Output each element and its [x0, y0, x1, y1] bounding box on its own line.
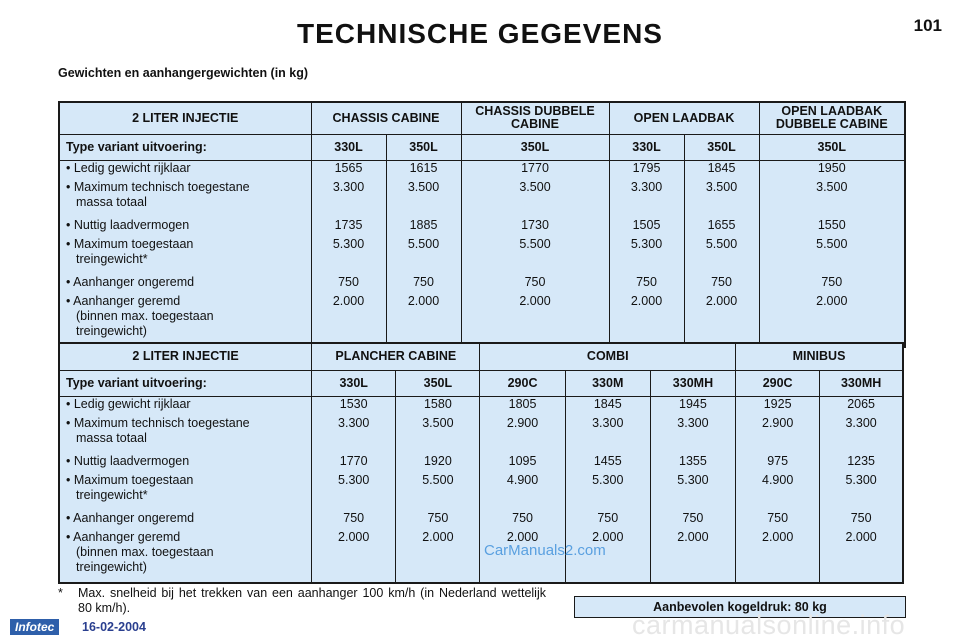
- table2-type: 350L: [396, 370, 480, 396]
- table-cell: 1655: [707, 217, 736, 232]
- row-label: • Aanhanger geremd: [66, 293, 181, 308]
- weights-table-1: [58, 101, 906, 348]
- table-cell: 750: [338, 274, 359, 289]
- table-cell: 5.300: [338, 472, 370, 487]
- table2-column-values: [650, 396, 735, 583]
- print-date: 16-02-2004: [82, 620, 146, 634]
- row-label: • Maximum toegestaan: [66, 236, 194, 251]
- table2-row-labels: [59, 396, 312, 583]
- table-cell: 1925: [763, 396, 792, 411]
- table2-column-values: [820, 396, 903, 583]
- row-label: • Maximum toegestaan: [66, 472, 194, 487]
- page-title: TECHNISCHE GEGEVENS: [297, 18, 663, 49]
- table-cell: 2065: [847, 396, 876, 411]
- table-cell: 3.300: [845, 415, 877, 430]
- row-label-cont: (binnen max. toegestaan: [76, 544, 214, 559]
- table2-type: 290C: [480, 370, 565, 396]
- table-cell: 1770: [521, 160, 549, 175]
- table-cell: 4.900: [506, 472, 539, 487]
- table-cell: 4.900: [762, 472, 794, 487]
- row-label: • Nuttig laadvermogen: [66, 217, 190, 232]
- table-cell: 3.500: [705, 179, 738, 194]
- watermark-site: CarManuals2.com: [484, 542, 606, 559]
- table-cell: 2.000: [506, 529, 539, 544]
- table2-type: 330M: [565, 370, 650, 396]
- table-cell: 5.500: [519, 236, 551, 251]
- table-cell: 3.300: [630, 179, 663, 194]
- table1-column-values: [609, 160, 684, 347]
- table-cell: 2.900: [762, 415, 794, 430]
- table-cell: 1355: [679, 453, 707, 468]
- table-cell: 2.000: [407, 293, 440, 308]
- table-cell: 3.500: [816, 179, 848, 194]
- table-cell: 2.000: [630, 293, 663, 308]
- table-cell: 2.000: [762, 529, 794, 544]
- table-cell: 1845: [707, 160, 736, 175]
- footnote: [58, 586, 546, 616]
- table-cell: 2.000: [592, 529, 624, 544]
- table-cell: 5.300: [630, 236, 663, 251]
- table-cell: 2.000: [816, 293, 848, 308]
- table2-column-values: [396, 396, 480, 583]
- table2-column-values: [736, 396, 820, 583]
- table-cell: 750: [767, 510, 789, 525]
- table2-header-plancher-cabine: PLANCHER CABINE: [312, 343, 480, 370]
- table-cell: 750: [597, 510, 619, 525]
- table-cell: 3.300: [332, 179, 365, 194]
- table1-type: 350L: [386, 134, 461, 160]
- table1-column-values: [461, 160, 609, 347]
- table2-header-combi: COMBI: [480, 343, 736, 370]
- table-cell: 2.000: [705, 293, 738, 308]
- table2-type: 290C: [736, 370, 820, 396]
- weights-table-2: [58, 342, 904, 584]
- table-cell: 5.300: [845, 472, 877, 487]
- table-cell: 750: [512, 510, 533, 525]
- row-label: • Ledig gewicht rijklaar: [66, 160, 191, 175]
- table-cell: 1730: [521, 217, 549, 232]
- table2-header-minibus: MINIBUS: [736, 343, 903, 370]
- table2-column-values: [312, 396, 396, 583]
- table-cell: 1550: [817, 217, 846, 232]
- table-cell: 5.500: [816, 236, 848, 251]
- table-cell: 1565: [334, 160, 363, 175]
- table-cell: 2.000: [332, 293, 365, 308]
- footnote-text: Max. snelheid bij het trekken van een aanhanger 100 km/h (in Nederland wettelijk 80 km/h).: [78, 586, 546, 615]
- table-cell: 750: [427, 510, 449, 525]
- table2-type: 330MH: [820, 370, 903, 396]
- table-cell: 1580: [423, 396, 452, 411]
- table-cell: 2.000: [677, 529, 709, 544]
- table-cell: 1845: [593, 396, 622, 411]
- row-label-cont: massa totaal: [76, 194, 147, 209]
- table2-type-label: Type variant uitvoering:: [59, 370, 312, 396]
- table-cell: 1530: [339, 396, 368, 411]
- table-cell: 1505: [632, 217, 661, 232]
- row-label: • Aanhanger geremd: [66, 529, 181, 544]
- table-cell: 3.500: [407, 179, 440, 194]
- table-cell: 3.300: [338, 415, 370, 430]
- table1-header-open-laadbak-dubbele: OPEN LAADBAK DUBBELE CABINE: [759, 102, 905, 134]
- table-cell: 750: [682, 510, 704, 525]
- page-number: 101: [913, 16, 942, 35]
- table-cell: 2.000: [338, 529, 370, 544]
- table-cell: 750: [850, 510, 872, 525]
- table1-header-engine: 2 LITER INJECTIE: [59, 102, 311, 134]
- table1-header-chassis-dubbele-cabine: CHASSIS DUBBELE CABINE: [461, 102, 609, 134]
- table-cell: 1455: [593, 453, 622, 468]
- row-label: • Maximum technisch toegestane: [66, 179, 250, 194]
- table-cell: 1950: [817, 160, 846, 175]
- section-subtitle: Gewichten en aanhangergewichten (in kg): [58, 66, 309, 80]
- table-cell: 3.300: [592, 415, 624, 430]
- table-cell: 750: [343, 510, 365, 525]
- table1-row-labels: [59, 160, 311, 347]
- row-label: • Aanhanger ongeremd: [66, 510, 195, 525]
- table-cell: 5.300: [677, 472, 709, 487]
- table-cell: 1805: [508, 396, 537, 411]
- table1-column-values: [759, 160, 905, 347]
- table1-type: 350L: [684, 134, 759, 160]
- table-cell: 1885: [409, 217, 438, 232]
- table-cell: 750: [636, 274, 657, 289]
- table1-type: 350L: [759, 134, 905, 160]
- row-label: • Aanhanger ongeremd: [66, 274, 195, 289]
- table-cell: 1920: [423, 453, 452, 468]
- table-cell: 5.500: [422, 472, 454, 487]
- row-label: • Maximum technisch toegestane: [66, 415, 250, 430]
- table-cell: 5.300: [332, 236, 365, 251]
- table-cell: 1795: [632, 160, 661, 175]
- table-cell: 5.300: [592, 472, 624, 487]
- table2-header-engine: 2 LITER INJECTIE: [59, 343, 312, 370]
- table1-type-label: Type variant uitvoering:: [59, 134, 311, 160]
- table1-column-values: [684, 160, 759, 347]
- table1-type: 330L: [609, 134, 684, 160]
- table-cell: 1945: [679, 396, 707, 411]
- table-cell: 750: [821, 274, 843, 289]
- table-cell: 1770: [339, 453, 368, 468]
- row-label-cont: treingewicht): [76, 559, 147, 574]
- table-cell: 975: [767, 453, 789, 468]
- table1-header-open-laadbak: OPEN LAADBAK: [609, 102, 759, 134]
- footnote-star: *: [58, 586, 63, 600]
- table-cell: 1615: [409, 160, 438, 175]
- table1-type: 350L: [461, 134, 609, 160]
- table-cell: 2.900: [506, 415, 539, 430]
- row-label-cont: (binnen max. toegestaan: [76, 308, 214, 323]
- table1-type: 330L: [311, 134, 386, 160]
- table-cell: 1235: [847, 453, 876, 468]
- table-cell: 3.500: [422, 415, 454, 430]
- row-label: • Ledig gewicht rijklaar: [66, 396, 191, 411]
- row-label-cont: massa totaal: [76, 430, 147, 445]
- table1-column-values: [386, 160, 461, 347]
- table1-column-values: [311, 160, 386, 347]
- row-label-cont: treingewicht*: [76, 487, 148, 502]
- table-cell: 750: [413, 274, 434, 289]
- table-cell: 3.300: [677, 415, 709, 430]
- table-cell: 2.000: [422, 529, 454, 544]
- table2-type: 330L: [312, 370, 396, 396]
- table-cell: 5.500: [407, 236, 440, 251]
- row-label-cont: treingewicht): [76, 323, 147, 338]
- table-cell: 1095: [508, 453, 537, 468]
- watermark-site-large: carmanualsonline.info: [632, 610, 906, 640]
- table2-type: 330MH: [650, 370, 735, 396]
- recommended-ball-load: Aanbevolen kogeldruk: 80 kg: [574, 596, 906, 618]
- table-cell: 750: [711, 274, 732, 289]
- table-cell: 2.000: [519, 293, 551, 308]
- table1-header-chassis-cabine: CHASSIS CABINE: [311, 102, 461, 134]
- row-label: • Nuttig laadvermogen: [66, 453, 190, 468]
- infotec-logo: Infotec: [10, 619, 59, 635]
- table-cell: 750: [524, 274, 546, 289]
- table-cell: 2.000: [845, 529, 877, 544]
- table-cell: 3.500: [519, 179, 551, 194]
- table-cell: 1735: [334, 217, 363, 232]
- table-cell: 5.500: [705, 236, 738, 251]
- row-label-cont: treingewicht*: [76, 251, 148, 266]
